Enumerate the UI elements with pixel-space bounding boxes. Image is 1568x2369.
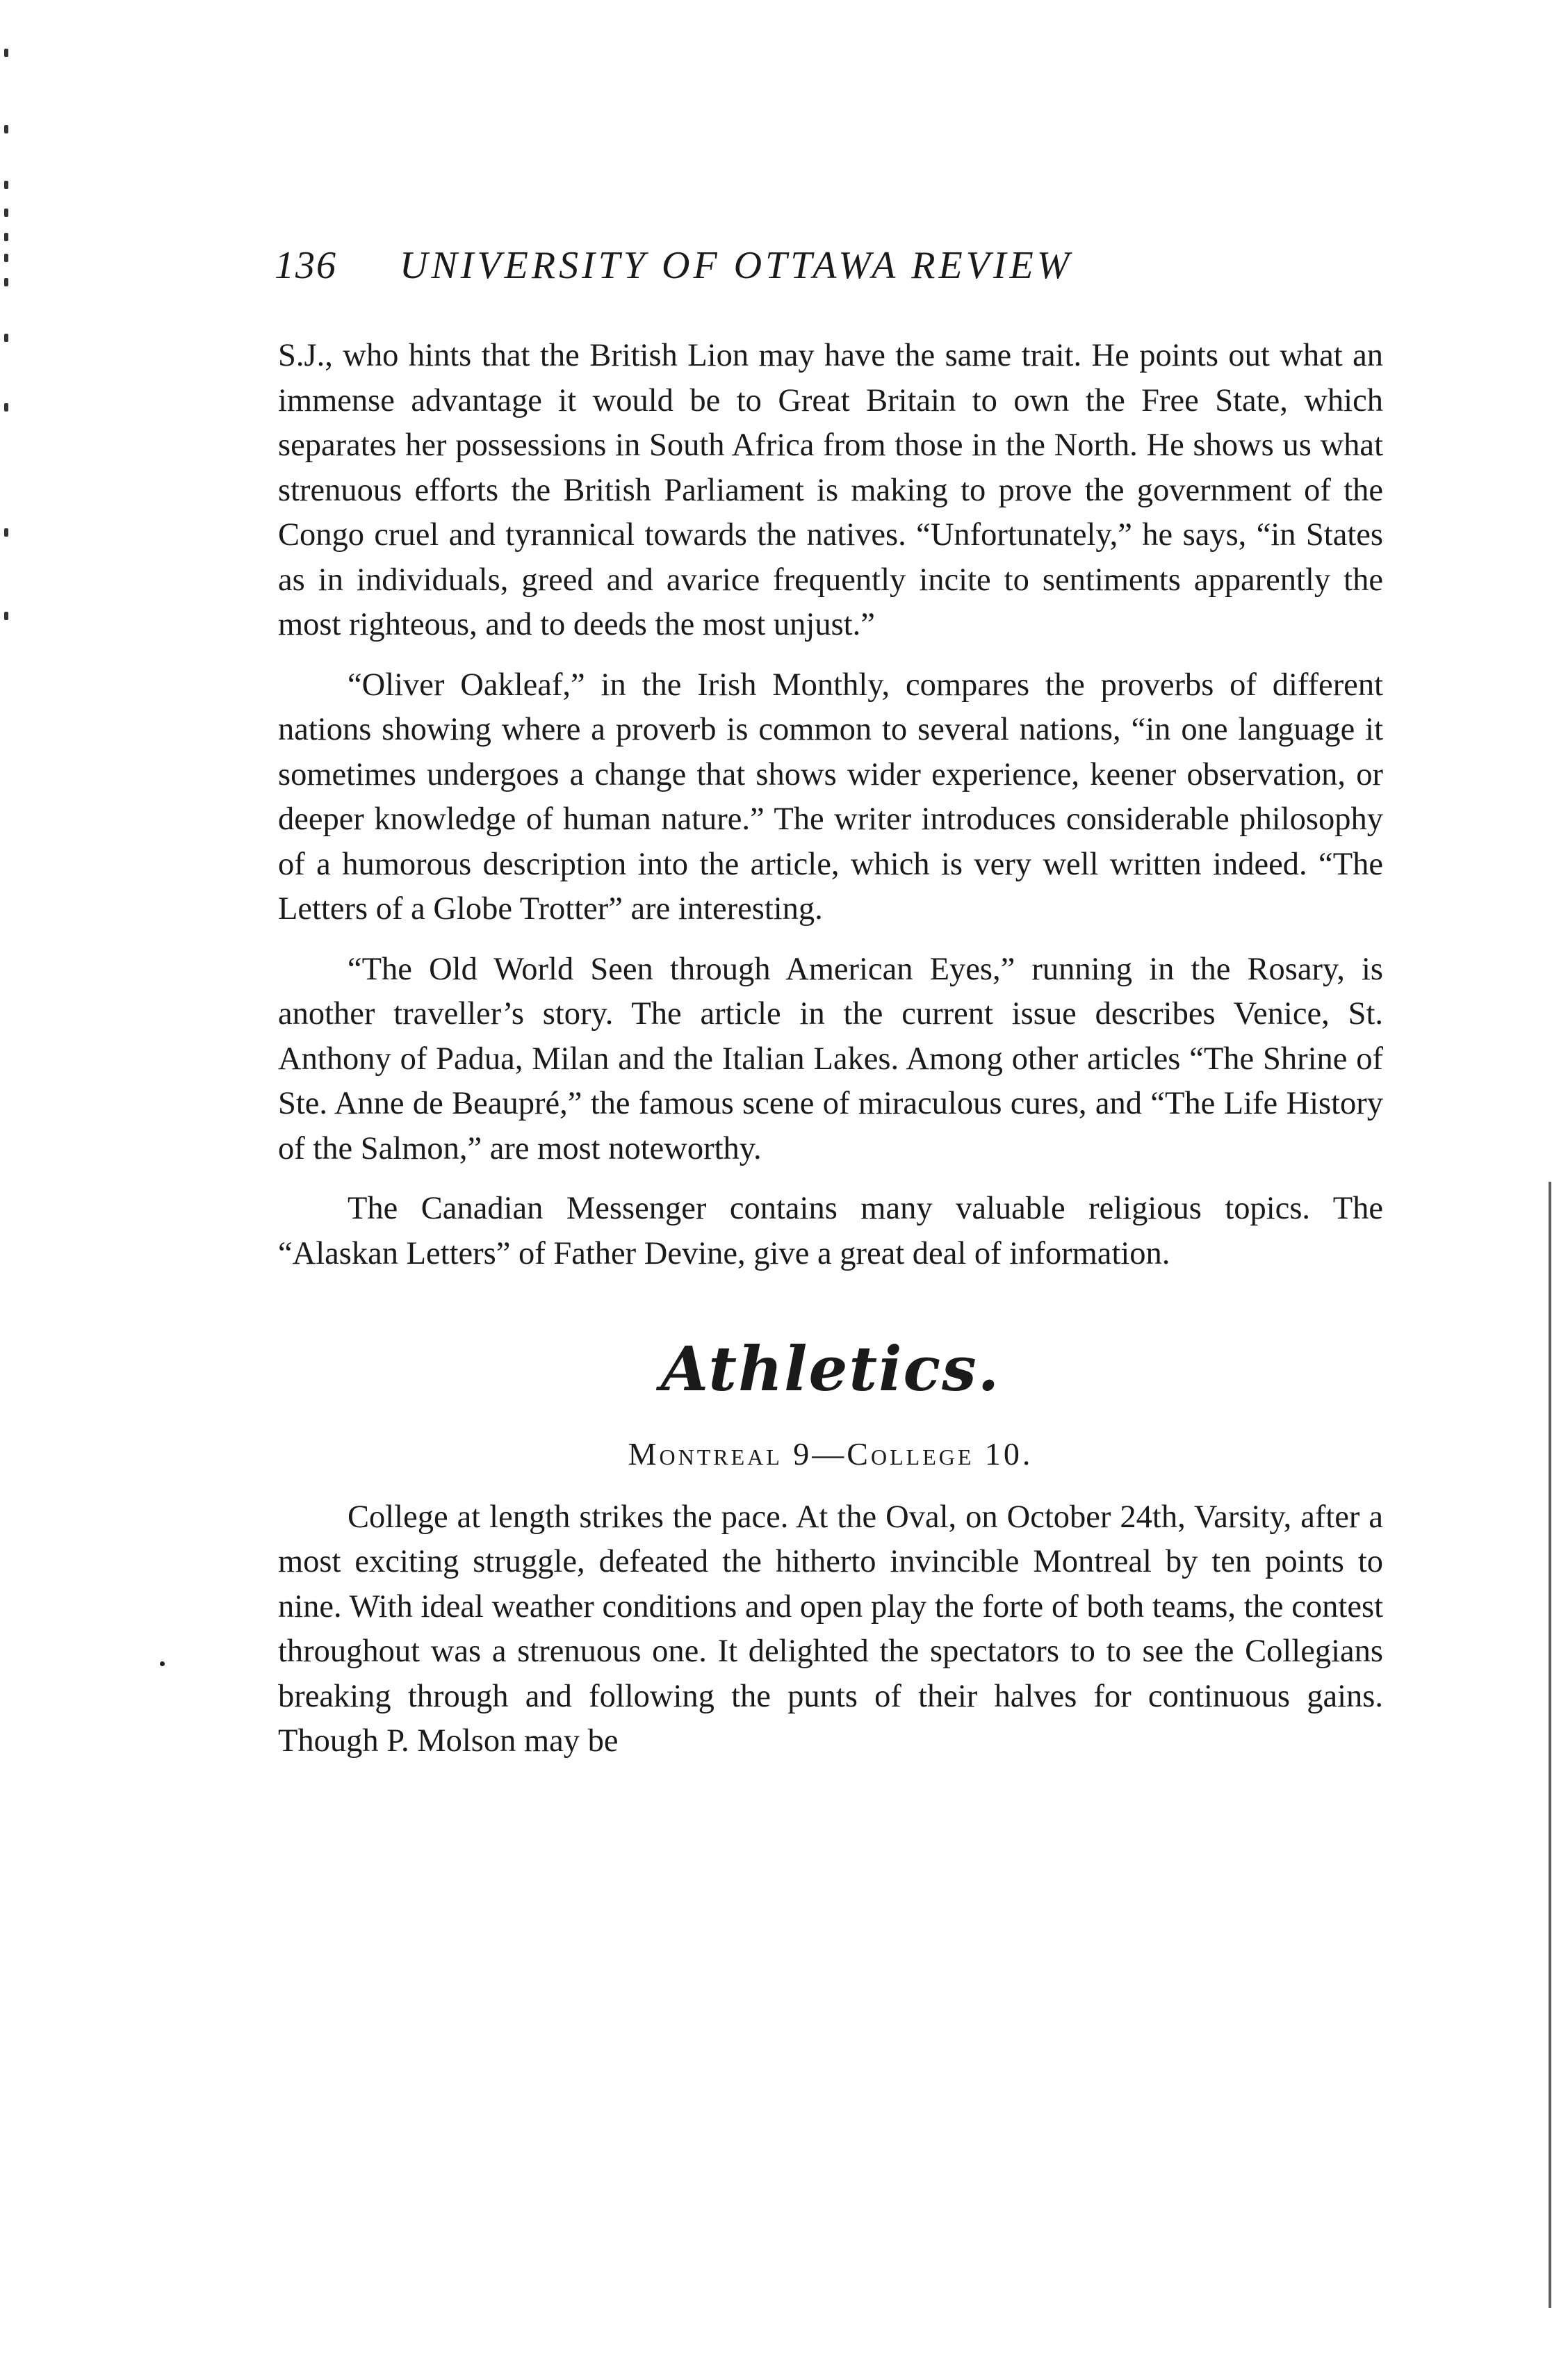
- section-paragraph: College at length strikes the pace. At the Oval, on October 24th, Varsity, after a most exciting struggle, defeated the hitherto invincible Montreal by ten points to nine. With ideal weather conditions and open play the forte of both teams, the contest throughout was a strenuous one. It delighted the spectators to to see the Collegians breaking through and following the punts of their halves for continuous gains. Though P. Molson may be: [278, 1499, 1383, 1759]
- binding-edge-rule: [1549, 1182, 1551, 2308]
- paragraph-3: “The Old World Seen through American Eyes,” running in the Rosary, is another traveller’s story. The article in the current issue describes Venice, St. Anthony of Padua, Milan and the Italian Lakes. Among other articles “The Shrine of Ste. Anne de Beaupré,” the famous scene of miraculous cures, and “The Life History of the Salmon,” are most noteworthy.: [278, 951, 1383, 1166]
- paragraph-2: “Oliver Oakleaf,” in the Irish Monthly, compares the proverbs of different nations showing where a proverb is common to several nations, “in one language it sometimes undergoes a change that shows wider experience, keener observation, or deeper knowledge of human nature.” The writer introduces considerable philosophy of a humorous description into the article, which is very well written indeed. “The Letters of a Globe Trotter” are interesting.: [278, 667, 1383, 927]
- section-subheading: Montreal 9—College 10.: [628, 1436, 1034, 1472]
- athletics-section: [278, 1330, 1383, 1477]
- paragraph-1: S.J., who hints that the British Lion may have the same trait. He points out what an immense advantage it would be to Great Britain to own the Free State, which separates her possessions in South Africa from those in the North. He shows us what strenuous efforts the British Parliament is making to prove the government of the Congo cruel and tyrannical towards the natives. “Unfortunately,” he says, “in States as in individuals, greed and avarice frequently incite to sentiments apparently the most righteous, and to deeds the most unjust.”: [278, 338, 1383, 642]
- margin-dot: [160, 1661, 165, 1666]
- running-head: [275, 243, 1387, 288]
- page-number: 136: [275, 244, 337, 287]
- page-edge-marks: [4, 42, 14, 667]
- journal-title: UNIVERSITY OF OTTAWA REVIEW: [400, 244, 1073, 287]
- article-body: [278, 334, 1383, 1764]
- paragraph-4: The Canadian Messenger contains many valuable religious topics. The “Alaskan Letters” of Father Devine, give a great deal of information.: [278, 1191, 1383, 1271]
- section-heading: Athletics.: [660, 1333, 1001, 1405]
